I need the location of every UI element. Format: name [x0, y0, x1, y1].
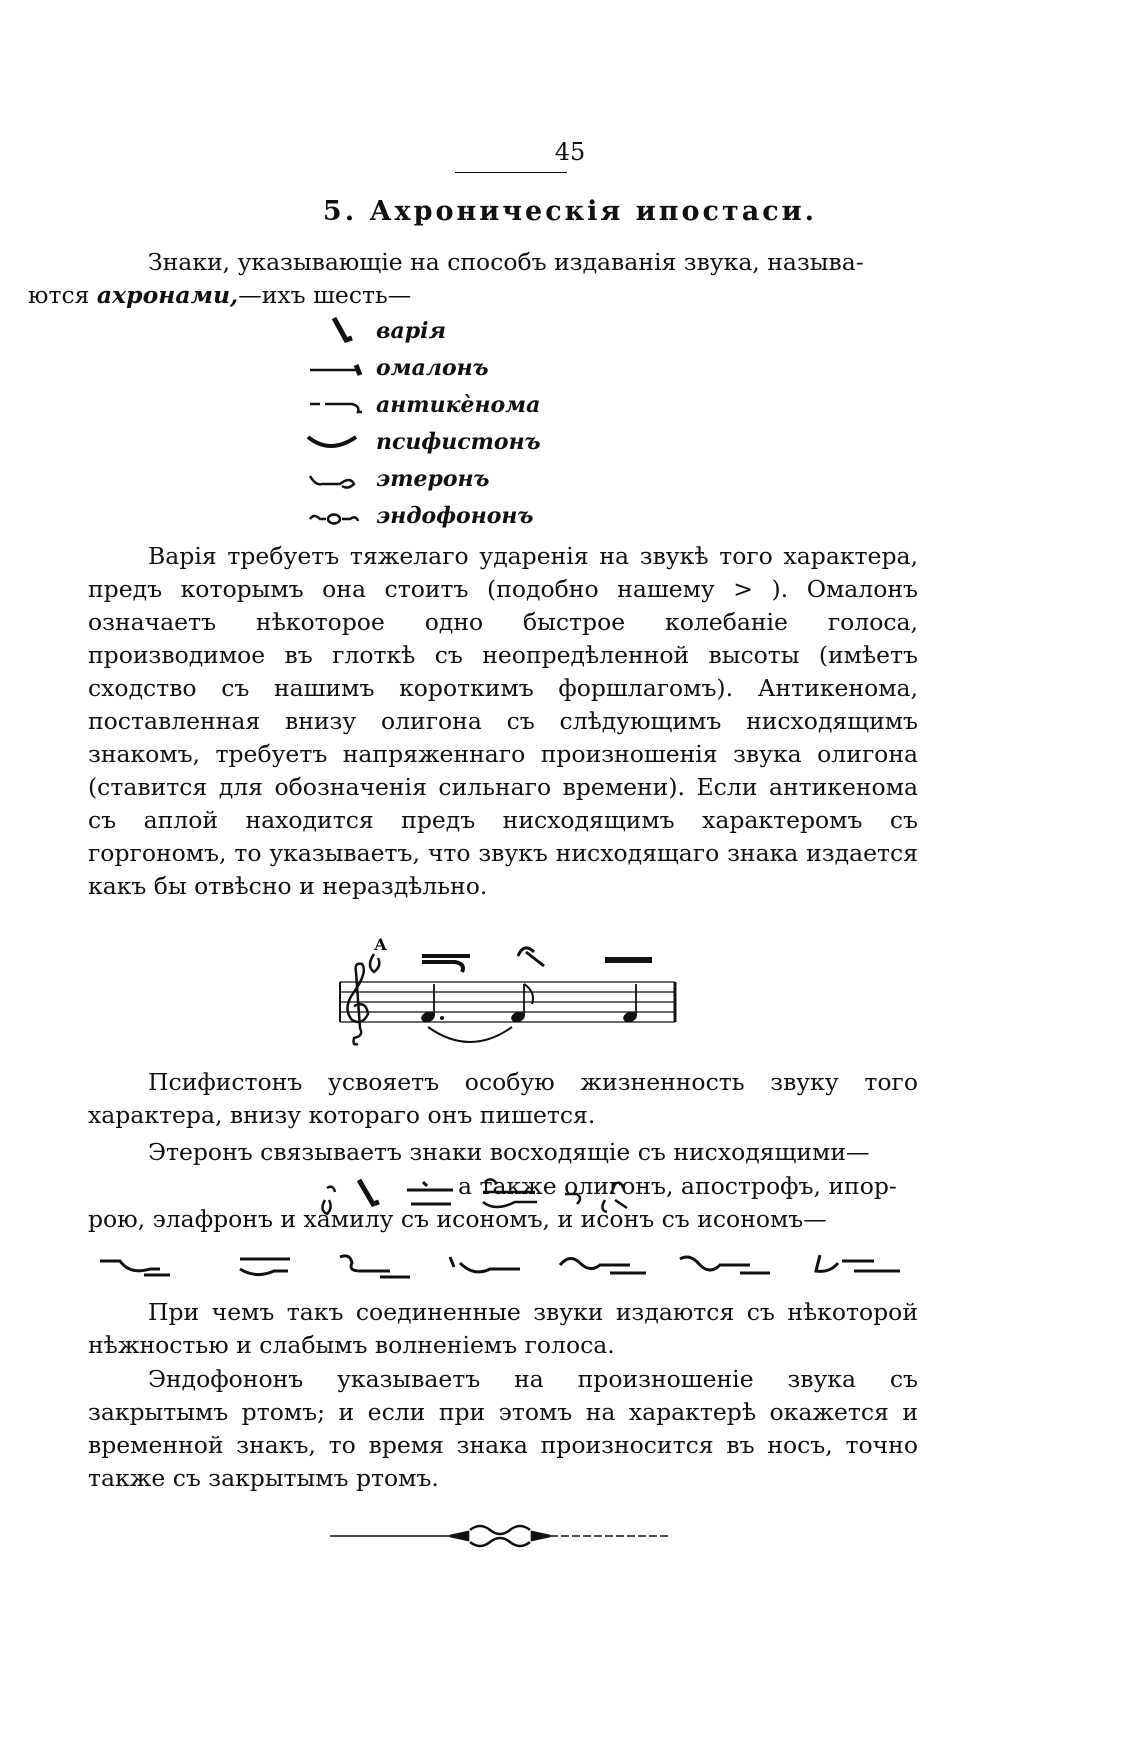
sign-name: эндофононъ [376, 502, 534, 529]
paragraph-psifiston: Псифистонъ усвояетъ особую жизненность звуку того характера, внизу котораго онъ пишется. [88, 1068, 918, 1129]
paragraph-tenderness: При чемъ такъ соединенные звуки издаются съ нѣкоторой нѣжностью и слабымъ волненіемъ голоса. [88, 1298, 918, 1359]
page-number-rule [455, 172, 567, 173]
antikenoma-icon [300, 390, 370, 420]
intro-line1: Знаки, указывающіе на способъ издаванія звука, называ- [148, 248, 864, 276]
sign-row [300, 423, 700, 460]
paragraph-endofonon: Эндофононъ указываетъ на произношеніе звука съ закрытымъ ртомъ; и если при этомъ на характерѣ окажется и временной знакъ, то время знака произносится въ носъ, точно также съ закрытымъ ртомъ. [88, 1365, 918, 1492]
sign-row [300, 312, 700, 349]
page-number: 45 [554, 138, 586, 166]
paragraph-eteron-line3: рою, элафронъ и хамилу съ исономъ, и исонъ съ исономъ— [88, 1205, 827, 1233]
paragraph-eteron-line2-tail: а также олигонъ, апострофъ, ипор- [458, 1172, 897, 1200]
tail-ornament [330, 1520, 690, 1550]
sign-name: варія [376, 317, 446, 344]
endofonon-icon [300, 501, 370, 531]
sign-row [300, 349, 700, 386]
psifiston-icon [300, 427, 370, 457]
eteron-icon [300, 464, 370, 494]
omalon-icon [300, 353, 370, 383]
eteron-examples-row-2 [90, 1245, 920, 1293]
sign-name: омалонъ [376, 354, 489, 381]
intro-line2-pre: ются [28, 281, 97, 309]
tie-arc [428, 1027, 512, 1042]
note [420, 984, 444, 1024]
note [622, 984, 639, 1024]
sign-name: этеронъ [376, 465, 490, 492]
intro-paragraph [28, 246, 918, 312]
sign-name: псифистонъ [376, 428, 541, 455]
intro-italic: ахронами, [96, 281, 239, 309]
varia-icon [300, 316, 370, 346]
sign-row [300, 460, 700, 497]
neume-ligature [370, 935, 652, 972]
svg-text:А: А [374, 935, 388, 954]
note [510, 984, 533, 1024]
sign-row [300, 386, 700, 423]
paragraph-eteron-line1: Этеронъ связываетъ знаки восходящіе съ нисходящими— [148, 1138, 870, 1166]
sign-name: антикѐнома [376, 391, 541, 418]
sign-row [300, 497, 700, 534]
paragraph-varia: Варія требуетъ тяжелаго ударенія на звукѣ того характера, предъ которымъ она стоитъ (подобно нашему > ). Омалонъ означаетъ нѣкоторое одно быстрое колебаніе голоса, производимое въ глоткѣ съ неопредѣленной высоты (имѣетъ сходство съ нашимъ короткимъ форшлагомъ). Антикенома, поставленная внизу олигона съ слѣдующимъ нисходящимъ знакомъ, требуетъ напряженнаго произношенія звука олигона (ставится для обозначенія сильнаго времени). Если антикенома съ аплой находится предъ нисходящимъ характеромъ съ горгономъ, то указываетъ, что звукъ нисходящаго знака издается какъ бы отвѣсно и нераздѣльно. [88, 542, 918, 900]
section-heading: 5. Ахроническія ипостаси. [322, 196, 818, 227]
intro-line2-post: —ихъ шесть— [238, 281, 412, 309]
achron-sign-list [300, 312, 700, 534]
treble-clef-icon [347, 964, 368, 1045]
musical-example [330, 932, 690, 1057]
